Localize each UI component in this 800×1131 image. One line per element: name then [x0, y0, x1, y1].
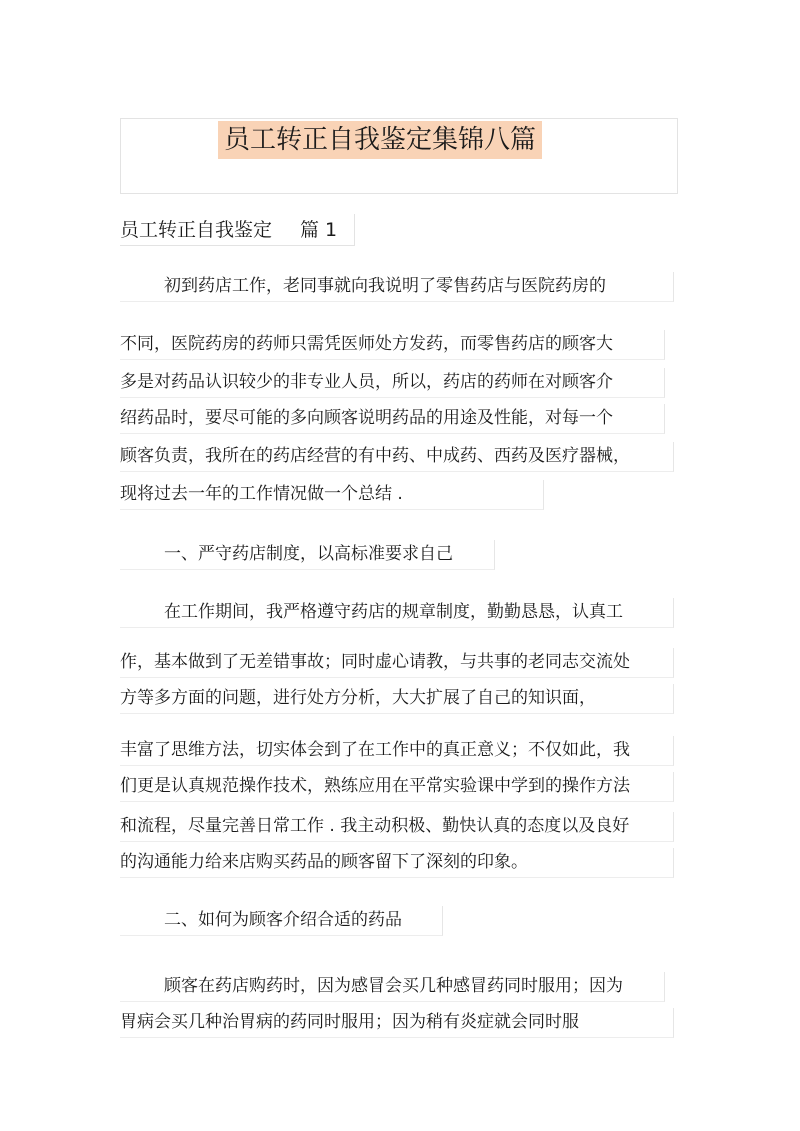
- paragraph-line: 胃病会买几种治胃病的药同时服用；因为稍有炎症就会同时服: [120, 1008, 674, 1038]
- paragraph-line: 多是对药品认识较少的非专业人员，所以，药店的药师在对顾客介: [120, 368, 665, 398]
- section-heading-text: 员工转正自我鉴定: [120, 219, 273, 241]
- section-number: 篇 1: [300, 219, 338, 241]
- paragraph-line: 和流程，尽量完善日常工作 . 我主动积极、勤快认真的态度以及良好: [120, 812, 674, 842]
- paragraph-line: 作，基本做到了无差错事故；同时虚心请教，与共事的老同志交流处: [120, 648, 674, 678]
- paragraph-line: 的沟通能力给来店购买药品的顾客留下了深刻的印象。: [120, 848, 674, 878]
- paragraph-line: 顾客在药店购药时，因为感冒会买几种感冒药同时服用；因为: [120, 972, 665, 1002]
- paragraph-line: 在工作期间，我严格遵守药店的规章制度，勤勤恳恳，认真工: [120, 598, 674, 628]
- section-heading: [120, 214, 355, 246]
- paragraph-line: 方等多方面的问题，进行处方分析，大大扩展了自己的知识面，: [120, 684, 674, 714]
- paragraph-line: 不同，医院药房的药师只需凭医师处方发药，而零售药店的顾客大: [120, 330, 665, 360]
- paragraph-line: 初到药店工作，老同事就向我说明了零售药店与医院药房的: [120, 272, 674, 302]
- subheading: 二、如何为顾客介绍合适的药品: [120, 906, 443, 936]
- paragraph-line: 现将过去一年的工作情况做一个总结 .: [120, 480, 544, 510]
- paragraph-line: 顾客负责，我所在的药店经营的有中药、中成药、西药及医疗器械，: [120, 442, 674, 472]
- paragraph-line: 们更是认真规范操作技术，熟练应用在平常实验课中学到的操作方法: [120, 772, 674, 802]
- document-title: 员工转正自我鉴定集锦八篇: [218, 121, 542, 159]
- paragraph-line: 绍药品时，要尽可能的多向顾客说明药品的用途及性能，对每一个: [120, 404, 665, 434]
- paragraph-line: 丰富了思维方法，切实体会到了在工作中的真正意义；不仅如此，我: [120, 736, 674, 766]
- subheading: 一、严守药店制度，以高标准要求自己: [120, 540, 495, 570]
